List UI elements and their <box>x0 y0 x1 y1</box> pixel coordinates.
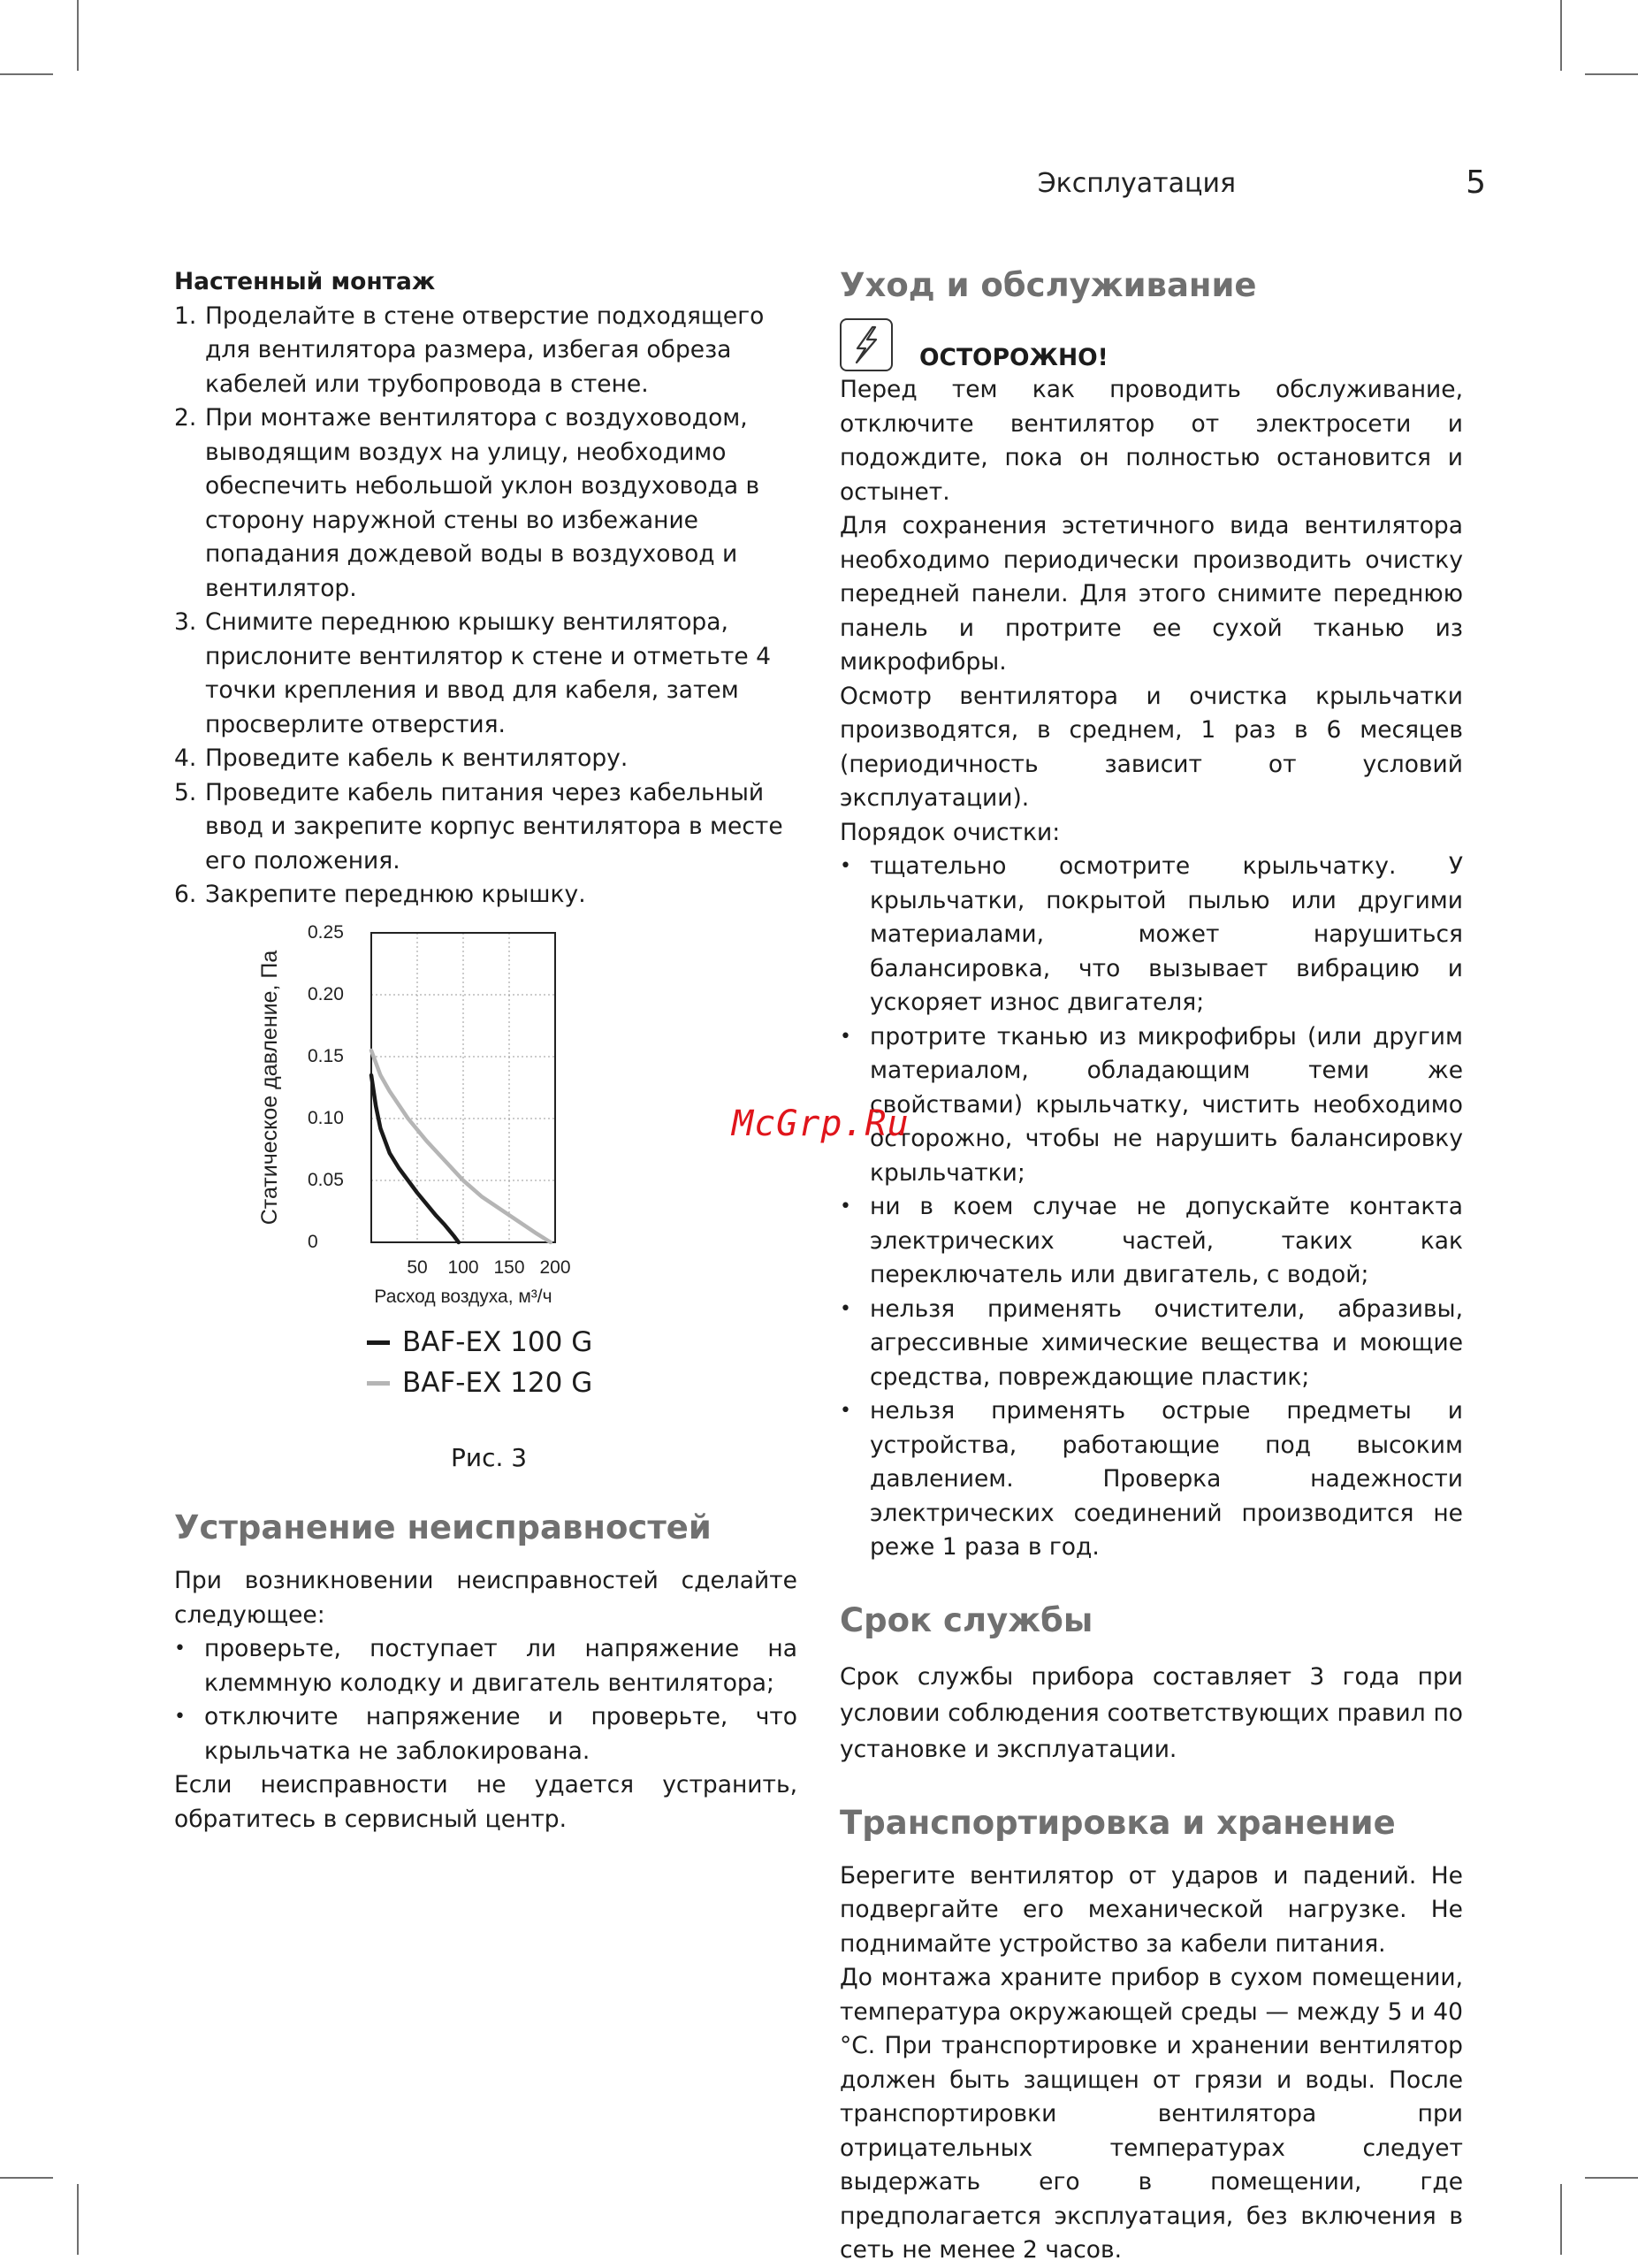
step-text: Проведите кабель питания через кабельный ввод и закрепите корпус вентилятора в месте его положения. <box>205 778 783 874</box>
y-tick-label: 0.05 <box>308 1170 344 1190</box>
bullet-icon: • <box>840 1297 851 1320</box>
series-line <box>371 1050 551 1242</box>
list-item-text: тщательно осмотрите крыльчатку. У крыльчатки, покрытой пылью или другими материалами, может нарушиться балансировка, что вызывает вибрацию и ускоряет износ двигателя; <box>870 852 1463 1016</box>
lifetime-title: Срок службы <box>840 1600 1093 1639</box>
y-tick-label: 0.15 <box>308 1046 344 1066</box>
step-text: Закрепите переднюю крышку. <box>205 881 586 908</box>
mounting-step <box>174 300 797 402</box>
electric-hazard-icon <box>840 318 893 371</box>
chart-svg <box>248 906 743 1322</box>
list-item <box>840 850 1463 1020</box>
legend-label: BAF-EX 100 G <box>402 1326 593 1358</box>
step-number: 3. <box>174 608 197 636</box>
bullet-icon: • <box>840 1025 851 1048</box>
bullet-icon: • <box>174 1706 186 1728</box>
page-number: 5 <box>1466 164 1486 201</box>
care-paragraph-1: Для сохранения эстетичного вида вентилятора необходимо периодически производить очистку передней панели. Для этого снимите переднюю панель и протрите ее сухой тканью из микрофибры. <box>840 512 1463 676</box>
mounting-step <box>174 776 797 879</box>
crop-mark <box>0 2177 53 2179</box>
list-item-text: проверьте, поступает ли напряжение на клеммную колодку и двигатель вентилятора; <box>204 1635 797 1697</box>
crop-mark <box>1560 0 1562 71</box>
left-column <box>174 265 797 913</box>
legend-item <box>367 1363 592 1403</box>
x-tick-label: 200 <box>539 1257 571 1278</box>
troubleshooting-intro: При возникновении неисправностей сделайте следующее: <box>174 1567 797 1629</box>
legend-label: BAF-EX 120 G <box>402 1367 593 1399</box>
transport-paragraph-1: Берегите вентилятор от ударов и падений. Не подвергайте его механической нагрузке. Не поднимайте устройство за кабели питания. <box>840 1861 1463 1958</box>
x-axis-label: Расход воздуха, м³/ч <box>374 1287 552 1307</box>
list-item <box>840 1190 1463 1293</box>
list-item-text: нельзя применять очистители, абразивы, агрессивные химические вещества и моющие средства, повреждающие пластик; <box>870 1294 1463 1391</box>
warning-text: Перед тем как проводить обслуживание, отключите вентилятор от электросети и подождите, пока он полностью остановится и остынет. <box>840 376 1463 506</box>
list-item <box>174 1632 797 1700</box>
step-number: 6. <box>174 881 197 908</box>
list-item-text: нельзя применять острые предметы и устройства, работающие под высоким давлением. Проверка надежности электрических соединений производится не реже 1 раза в год. <box>870 1397 1463 1561</box>
step-text: Проведите кабель к вентилятору. <box>205 745 629 772</box>
mounting-step <box>174 606 797 742</box>
step-text: Проделайте в стене отверстие подходящего для вентилятора размера, избегая обреза кабелей или трубопровода в стене. <box>205 302 765 398</box>
list-item <box>840 1394 1463 1565</box>
warning-row <box>840 318 1463 371</box>
care-title: Уход и обслуживание <box>840 266 1257 304</box>
legend-swatch <box>367 1340 390 1345</box>
bullet-icon: • <box>840 1195 851 1218</box>
y-tick-label: 0.10 <box>308 1108 344 1128</box>
troubleshooting-outro: Если неисправности не удается устранить, обратитесь в сервисный центр. <box>174 1771 797 1833</box>
y-tick-label: 0.20 <box>308 984 344 1004</box>
legend-item <box>367 1322 592 1363</box>
mounting-title: Настенный монтаж <box>174 268 436 295</box>
care-paragraph-2: Осмотр вентилятора и очистка крыльчатки производятся, в среднем, 1 раз в 6 месяцев (периодичность зависит от условий эксплуатации). <box>840 682 1463 812</box>
crop-mark <box>1585 2177 1638 2179</box>
x-tick-label: 100 <box>447 1257 479 1278</box>
step-text: При монтаже вентилятора с воздуховодом, выводящим воздух на улицу, необходимо обеспечить небольшой уклон воздуховода в сторону наружной стены во избежание попадания дождевой воды в воздуховод и вентилятор. <box>205 404 760 602</box>
y-tick-label: 0 <box>308 1232 318 1252</box>
x-tick-label: 150 <box>493 1257 525 1278</box>
troubleshooting-title: Устранение неисправностей <box>174 1508 712 1546</box>
list-item <box>840 1293 1463 1395</box>
bullet-icon: • <box>840 1400 851 1422</box>
crop-mark <box>1585 73 1638 75</box>
running-header: Эксплуатация <box>1037 168 1236 199</box>
transport-paragraph-2: До монтажа храните прибор в сухом помещении, температура окружающей среды — между 5 и 40 °C. При транспортировке и хранении вентилятор должен быть защищен от грязи и воды. После транспортировки вентилятора при отрицательных температурах следует выдержать его в помещении, где предполагается эксплуатация, без включения в сеть не менее 2 часов. <box>840 1964 1463 2264</box>
lifetime-text: Срок службы прибора составляет 3 года при условии соблюдения соответствующих правил по установке и эксплуатации. <box>840 1662 1463 1763</box>
mounting-steps <box>174 300 797 913</box>
crop-mark <box>1560 2184 1562 2255</box>
troubleshooting-section <box>174 1508 797 1837</box>
chart-legend <box>367 1322 592 1403</box>
list-item-text: протрите тканью из микрофибры (или другим материалом, обладающим теми же свойствами) крыльчатку, чистить необходимо осторожно, чтобы не нарушить балансировку крыльчатки; <box>870 1022 1463 1187</box>
bullet-icon: • <box>174 1638 186 1660</box>
cleaning-list <box>840 850 1463 1565</box>
step-number: 5. <box>174 778 197 806</box>
lightning-bolt-icon <box>849 325 884 364</box>
watermark: McGrp.Ru <box>732 1103 910 1144</box>
step-number: 1. <box>174 302 197 330</box>
mounting-step <box>174 742 797 776</box>
transport-title: Транспортировка и хранение <box>840 1803 1396 1842</box>
right-column <box>840 265 1463 2268</box>
step-text: Снимите переднюю крышку вентилятора, прислоните вентилятор к стене и отметьте 4 точки крепления и ввод для кабеля, затем просверлите отверстия. <box>205 608 771 738</box>
bullet-icon: • <box>840 855 851 877</box>
crop-mark <box>0 73 53 75</box>
troubleshooting-list <box>174 1632 797 1768</box>
list-item-text: ни в коем случае не допускайте контакта электрических частей, таких как переключатель или двигатель, с водой; <box>870 1193 1463 1288</box>
x-tick-label: 50 <box>407 1257 428 1278</box>
legend-swatch <box>367 1381 390 1386</box>
list-item <box>174 1700 797 1768</box>
figure-caption: Рис. 3 <box>451 1443 528 1472</box>
crop-mark <box>77 2184 79 2255</box>
crop-mark <box>77 0 79 71</box>
y-tick-label: 0.25 <box>308 922 344 943</box>
mounting-step <box>174 401 797 606</box>
warning-label: ОСТОРОЖНО! <box>919 344 1109 371</box>
list-item-text: отключите напряжение и проверьте, что крыльчатка не заблокирована. <box>204 1703 797 1765</box>
cleaning-order-label: Порядок очистки: <box>840 818 1061 846</box>
list-item <box>840 1020 1463 1191</box>
step-number: 2. <box>174 404 197 431</box>
step-number: 4. <box>174 745 197 772</box>
y-axis-label: Статическое давление, Па <box>257 950 282 1226</box>
